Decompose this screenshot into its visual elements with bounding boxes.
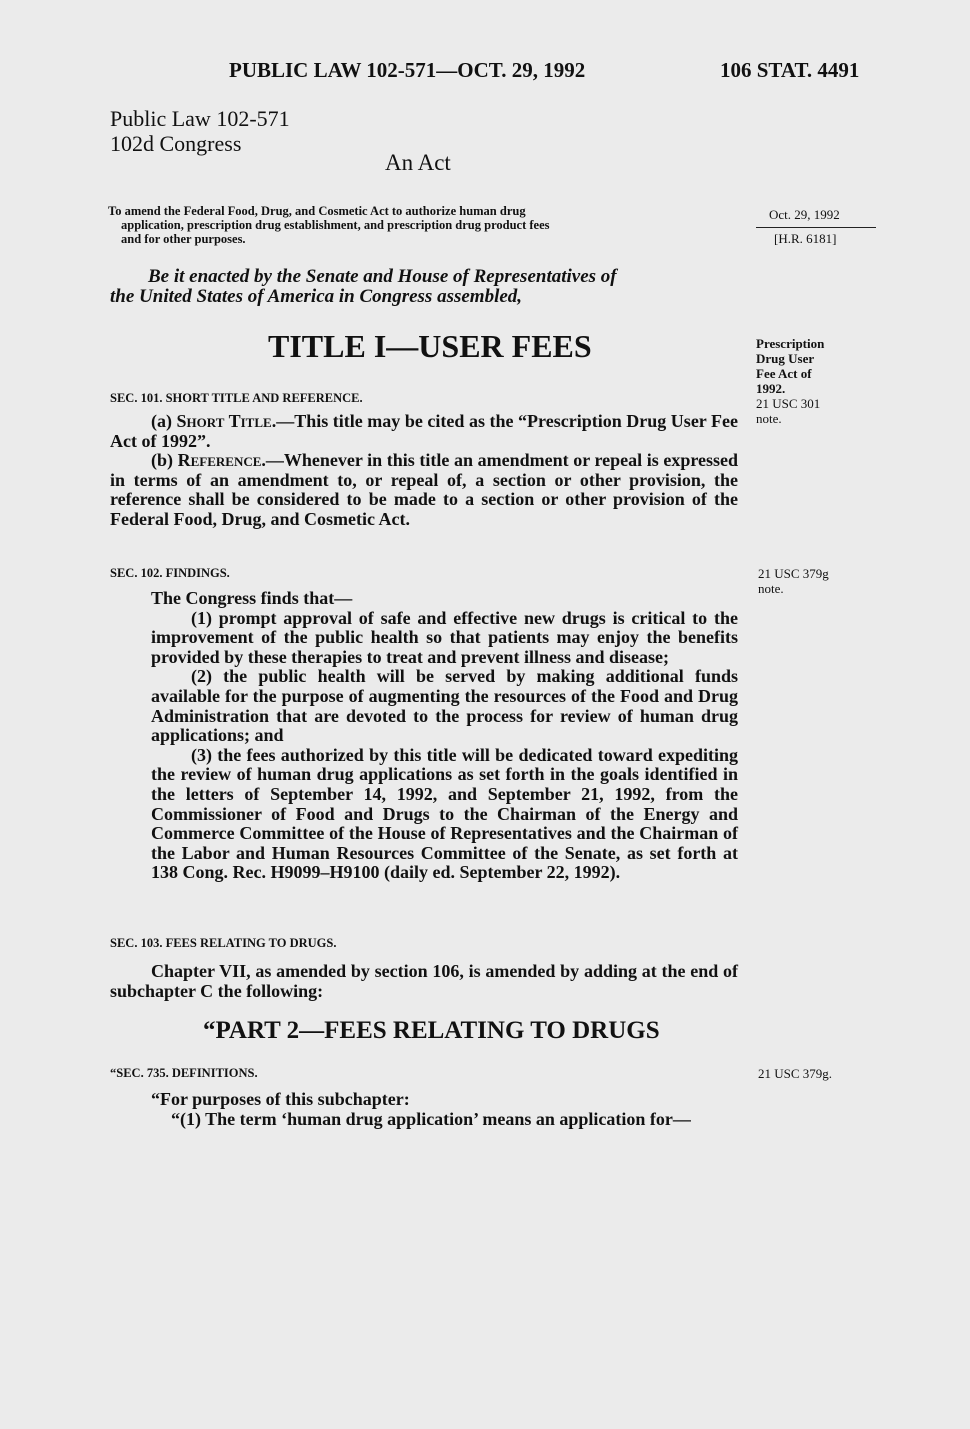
margin-note-line: 21 USC 301 [756, 396, 821, 411]
section-103-body [110, 962, 738, 1001]
margin-bill-number: [H.R. 6181] [774, 231, 837, 246]
enacting-line: Be it enacted by the Senate and House of Representatives of [148, 266, 617, 287]
paragraph-a [110, 412, 738, 451]
margin-note-line: 1992. [756, 381, 786, 396]
definition-item: “(1) The term ‘human drug application’ means an application for— [171, 1108, 691, 1129]
running-header-title: PUBLIC LAW 102-571—OCT. 29, 1992 [229, 58, 586, 82]
finding-item: (1) prompt approval of safe and effective new drugs is critical to the improvement of the public health so that patients may enjoy the benefits provided by these therapies to treat and prevent illness and disease; [151, 607, 738, 667]
margin-note-line: note. [758, 581, 784, 596]
paragraph-b [110, 451, 738, 529]
act-purpose [108, 204, 738, 246]
section-101-body [110, 412, 738, 530]
section-heading: SEC. 101. SHORT TITLE AND REFERENCE. [110, 391, 363, 405]
public-law-number: Public Law 102-571 [110, 106, 290, 131]
paragraph-text: .—Whenever in this title an amendment or repeal is expressed in terms of an amendment to, or repeal of, a section or other provision, the reference shall be considered to be made to a section or other provision of the Federal Food, Drug, and Cosmetic Act. [110, 450, 738, 529]
running-header-stat: 106 STAT. 4491 [720, 58, 860, 82]
purpose-line: and for other purposes. [121, 232, 246, 246]
section-103-text: Chapter VII, as amended by section 106, is amended by adding at the end of subchapter C the following: [110, 961, 738, 1001]
margin-short-title-note [756, 336, 824, 426]
purpose-line: application, prescription drug establishment, and prescription drug product fees [121, 218, 550, 232]
margin-rule [756, 227, 876, 228]
enacting-clause [110, 267, 738, 307]
finding-item: (2) the public health will be served by making additional funds available for the purpose of augmenting the resources of the Food and Drug Administration that are devoted to the process for review of human drug applications; and [151, 666, 738, 746]
findings-list [110, 609, 738, 883]
section-heading: “SEC. 735. DEFINITIONS. [110, 1066, 258, 1080]
paragraph-caption: Short Title [176, 411, 272, 431]
margin-note-line: Drug User [756, 351, 815, 366]
enacting-line: the United States of America in Congress assembled, [110, 286, 523, 307]
section-102-body [110, 589, 738, 883]
congress-label: 102d Congress [110, 131, 242, 156]
definitions-intro: “For purposes of this subchapter: [151, 1089, 410, 1109]
title-heading: TITLE I—USER FEES [268, 328, 592, 364]
act-label: An Act [385, 150, 451, 175]
finding-item: (3) the fees authorized by this title will be dedicated toward expediting the review of human drug applications as set forth in the goals identified in the letters of September 14, 1992, and September 21, 1992, from the Commissioner of Food and Drugs to the Chairman of the Energy and Commerce Committee of the House of Representatives and the Chairman of the Labor and Human Resources Committee of the Senate, as set forth at 138 Cong. Rec. H9099–H9100 (daily ed. September 22, 1992). [151, 744, 738, 883]
paragraph-caption: Reference [177, 450, 262, 471]
margin-note-line: 21 USC 379g [758, 566, 829, 581]
paragraph-label: (b) [151, 450, 178, 471]
part-heading: “PART 2—FEES RELATING TO DRUGS [203, 1017, 660, 1044]
margin-note-line: note. [756, 411, 782, 426]
section-heading: SEC. 102. FINDINGS. [110, 566, 230, 580]
margin-findings-cite [758, 566, 829, 596]
margin-definitions-cite: 21 USC 379g. [758, 1066, 833, 1081]
margin-date: Oct. 29, 1992 [769, 207, 840, 222]
section-heading: SEC. 103. FEES RELATING TO DRUGS. [110, 936, 337, 950]
findings-intro: The Congress finds that— [151, 588, 353, 608]
section-735-body [110, 1090, 738, 1129]
margin-note-line: Prescription [756, 336, 825, 351]
margin-note-line: Fee Act of [756, 366, 812, 381]
paragraph-label: (a) [151, 411, 177, 431]
definitions-list [110, 1110, 738, 1130]
purpose-line: To amend the Federal Food, Drug, and Cosmetic Act to authorize human drug [108, 204, 526, 218]
paragraph-text: .—This title may be cited as the “Prescription Drug User Fee Act of 1992”. [110, 411, 738, 451]
